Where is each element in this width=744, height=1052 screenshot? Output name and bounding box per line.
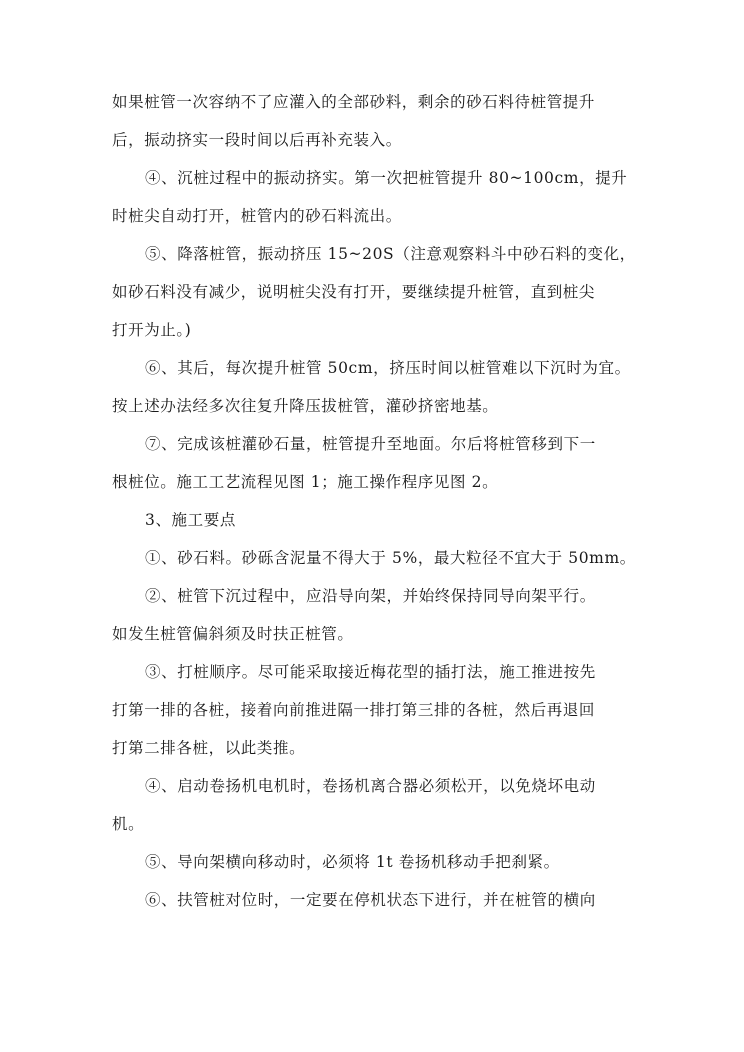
text-line-13: ①、砂石料。砂砾含泥量不得大于 5%，最大粒径不宜大于 50mm。 bbox=[145, 549, 636, 567]
text-line-2: 后，振动挤实一段时间以后再补充装入。 bbox=[112, 131, 402, 149]
text-line-14: ②、桩管下沉过程中，应沿导向架，并始终保持同导向架平行。 bbox=[145, 587, 596, 605]
text-line-4: 时桩尖自动打开，桩管内的砂石料流出。 bbox=[112, 207, 402, 225]
text-line-21: ⑤、导向架横向移动时，必须将 1t 卷扬机移动手把刹紧。 bbox=[145, 853, 560, 871]
text-line-5: ⑤、降落桩管，振动挤压 15~20S（注意观察料斗中砂石料的变化， bbox=[145, 245, 636, 263]
text-line-10: ⑦、完成该桩灌砂石量，桩管提升至地面。尔后将桩管移到下一 bbox=[145, 435, 596, 453]
text-line-7: 打开为止。) bbox=[112, 321, 192, 339]
text-line-17: 打第一排的各桩，接着向前推进隔一排打第三排的各桩，然后再退回 bbox=[112, 701, 596, 719]
document-page bbox=[112, 92, 636, 928]
text-line-6: 如砂石料没有减少，说明桩尖没有打开，要继续提升桩管，直到桩尖 bbox=[112, 283, 596, 301]
text-line-18: 打第二排各桩，以此类推。 bbox=[112, 739, 306, 757]
text-line-11: 根桩位。施工工艺流程见图 1；施工操作程序见图 2。 bbox=[112, 473, 499, 491]
text-line-1: 如果桩管一次容纳不了应灌入的全部砂料，剩余的砂石料待桩管提升 bbox=[112, 93, 596, 111]
text-line-15: 如发生桩管偏斜须及时扶正桩管。 bbox=[112, 625, 354, 643]
section-heading: 3、施工要点 bbox=[145, 511, 236, 529]
text-line-19: ④、启动卷扬机电机时，卷扬机离合器必须松开，以免烧坏电动 bbox=[145, 777, 596, 795]
text-line-16: ③、打桩顺序。尽可能采取接近梅花型的插打法，施工推进按先 bbox=[145, 663, 596, 681]
text-line-8: ⑥、其后，每次提升桩管 50cm，挤压时间以桩管难以下沉时为宜。 bbox=[145, 359, 631, 377]
text-line-3: ④、沉桩过程中的振动挤实。第一次把桩管提升 80~100cm，提升 bbox=[145, 169, 628, 187]
text-line-9: 按上述办法经多次往复升降压拔桩管，灌砂挤密地基。 bbox=[112, 397, 499, 415]
text-line-22: ⑥、扶管桩对位时，一定要在停机状态下进行，并在桩管的横向 bbox=[145, 891, 596, 909]
text-line-20: 机。 bbox=[112, 815, 145, 833]
